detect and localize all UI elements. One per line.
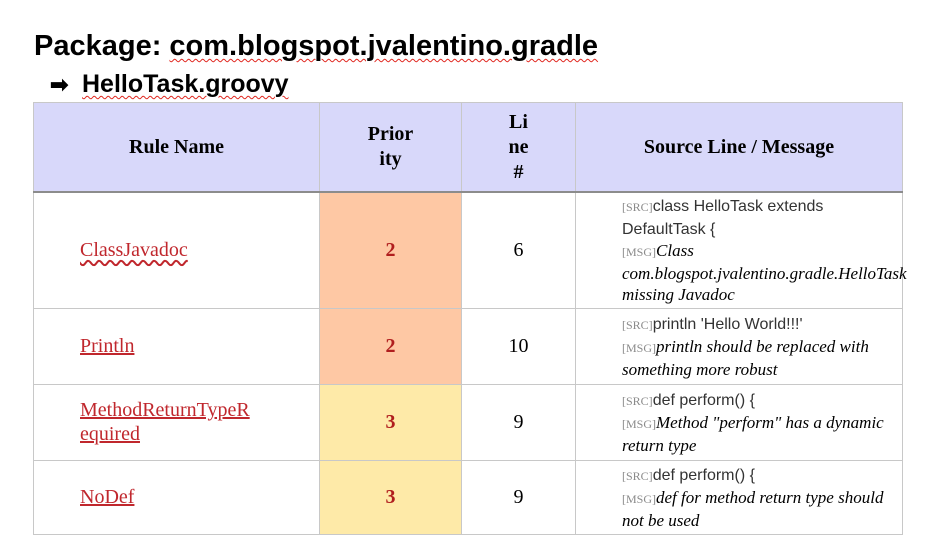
src-tag: [SRC]: [622, 468, 653, 483]
line-cell: 9: [462, 384, 576, 460]
source-line: def perform() {: [652, 466, 755, 484]
msg-tag: [MSG]: [622, 245, 657, 260]
src-tag: [SRC]: [622, 393, 653, 408]
msg-tag: [MSG]: [622, 491, 657, 506]
rule-cell: [34, 384, 320, 460]
rule-link-nodef[interactable]: NoDef: [80, 486, 135, 508]
package-title: [34, 28, 598, 64]
source-message-cell: [576, 384, 903, 460]
priority-cell: 2: [320, 192, 462, 308]
rule-link-methodreturntyperequired[interactable]: MethodReturnTypeR equired: [80, 399, 250, 445]
source-line: println 'Hello World!!!': [652, 315, 803, 333]
package-label: Package:: [34, 30, 162, 62]
right-arrow-icon: ➡: [50, 72, 69, 97]
source-line: class HelloTask extends DefaultTask {: [622, 198, 824, 239]
table-row: [34, 308, 903, 384]
file-name: HelloTask.groovy: [82, 70, 289, 98]
file-title: [50, 68, 289, 101]
table-row: [34, 460, 903, 534]
src-tag: [SRC]: [622, 200, 653, 215]
line-cell: 10: [462, 308, 576, 384]
rule-cell: [34, 460, 320, 534]
line-cell: 6: [462, 192, 576, 308]
source-message-cell: [576, 192, 907, 308]
priority-cell: 3: [320, 384, 462, 460]
rule-cell: [34, 308, 320, 384]
message-text: Method "perform" has a dynamic return type: [622, 412, 884, 455]
message-text: println should be replaced with something more robust: [622, 336, 869, 379]
header-rule-name: Rule Name: [34, 103, 320, 193]
header-line: Li ne #: [462, 103, 576, 193]
src-tag: [SRC]: [622, 317, 653, 332]
source-message-cell: [576, 308, 903, 384]
header-source-message: Source Line / Message: [576, 103, 903, 193]
priority-cell: 2: [320, 308, 462, 384]
rule-link-println[interactable]: Println: [80, 335, 135, 357]
table-row: [34, 192, 903, 308]
msg-tag: [MSG]: [622, 340, 657, 355]
table-row: [34, 384, 903, 460]
priority-cell: 3: [320, 460, 462, 534]
source-line: def perform() {: [652, 391, 755, 409]
header-priority: Prior ity: [320, 103, 462, 193]
line-cell: 9: [462, 460, 576, 534]
table-header-row: [34, 103, 903, 193]
violations-table: [33, 102, 907, 535]
message-text: Class com.blogspot.jvalentino.gradle.HelloTask missing Javadoc: [622, 241, 907, 305]
source-message-cell: [576, 460, 903, 534]
package-name: com.blogspot.jvalentino.gradle: [169, 30, 599, 62]
rule-cell: [34, 192, 320, 308]
message-text: def for method return type should not be used: [622, 487, 884, 530]
rule-link-classjavadoc[interactable]: ClassJavadoc: [80, 239, 188, 262]
msg-tag: [MSG]: [622, 416, 657, 431]
